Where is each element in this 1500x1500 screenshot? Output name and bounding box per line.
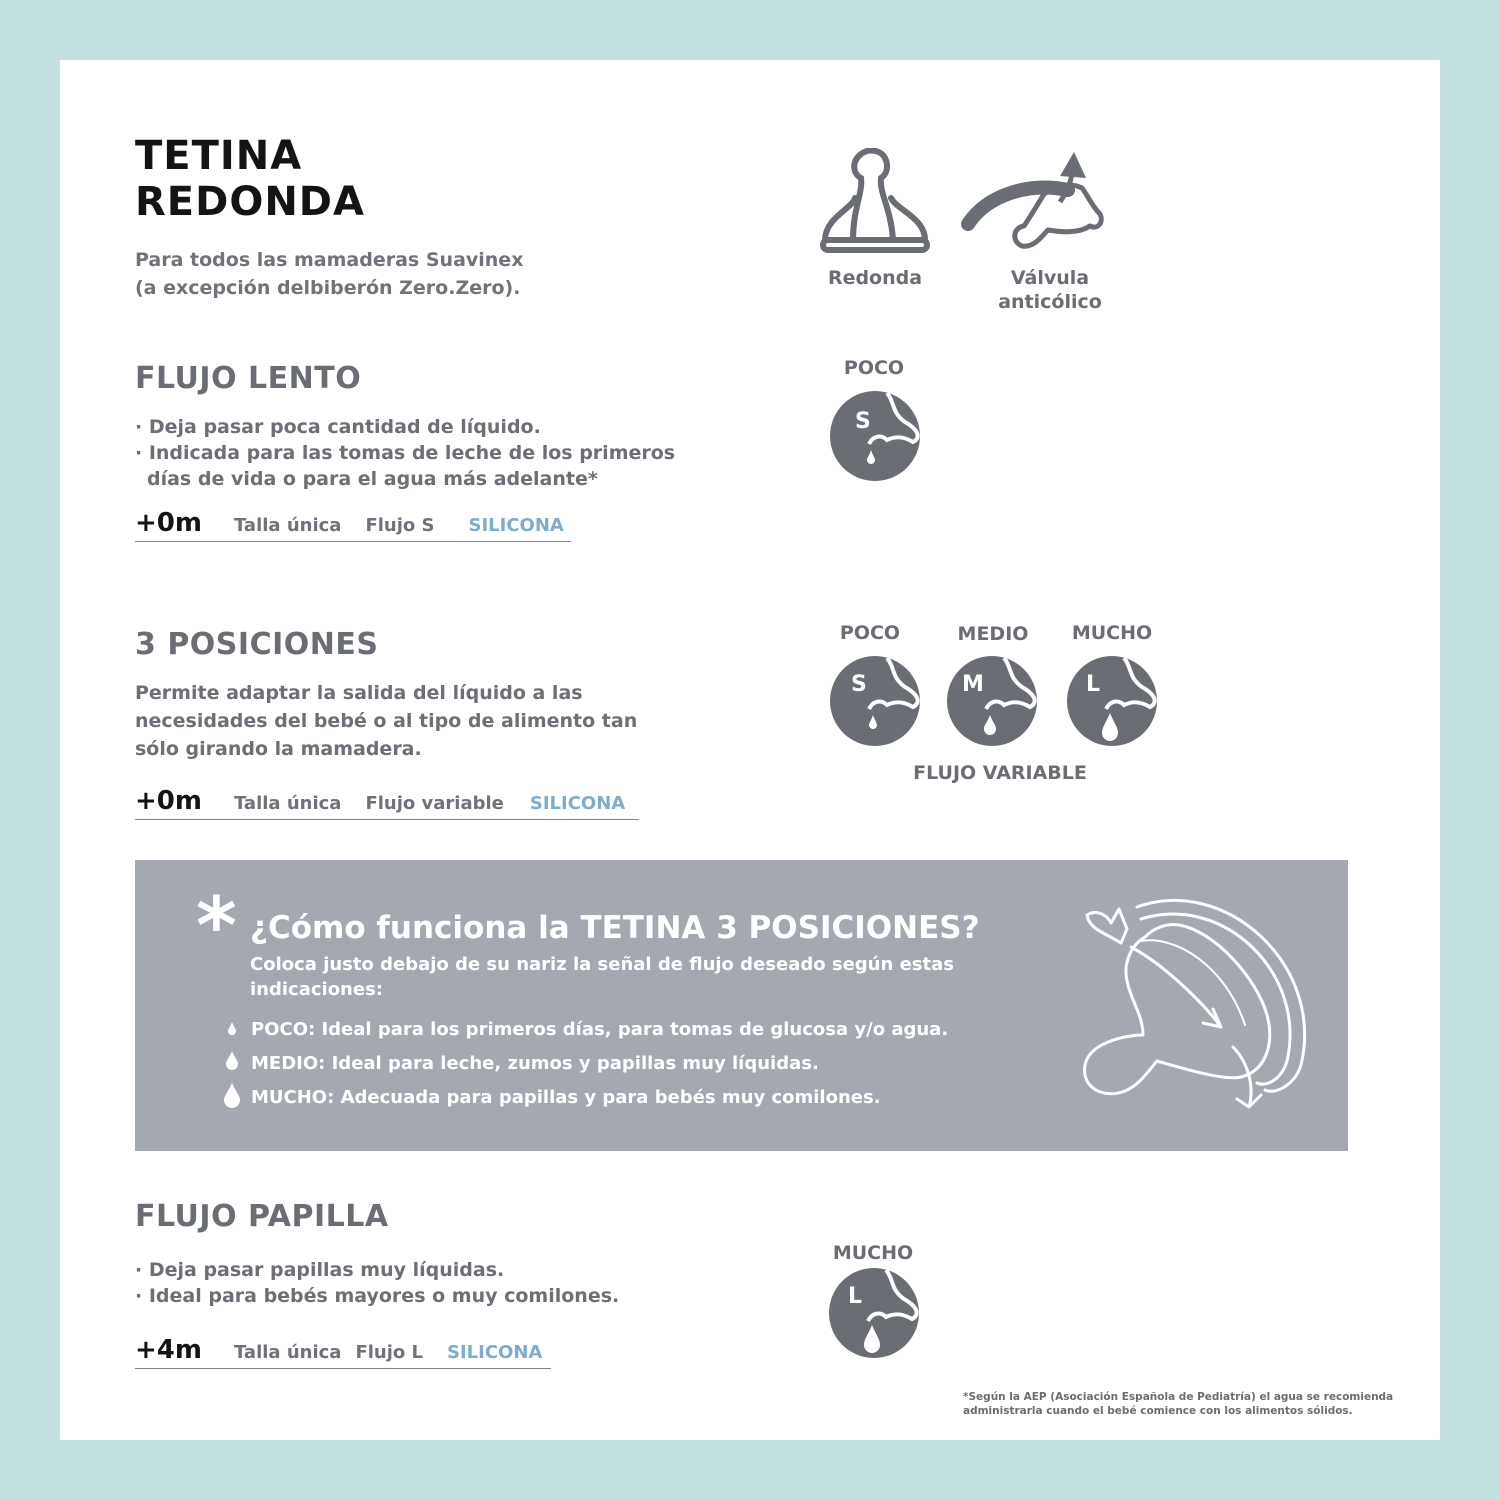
footnote <box>963 1390 1393 1418</box>
age-label: +0m <box>135 508 202 538</box>
round-nipple-icon <box>815 148 935 263</box>
page-title <box>135 133 365 225</box>
flow-letter: S <box>851 672 867 697</box>
flow-label: Flujo variable <box>365 793 504 814</box>
flow-letter: M <box>962 672 984 697</box>
flujo-papilla-bullet-2: · Ideal para bebés mayores o muy comilones. <box>135 1285 620 1307</box>
size-label: Talla única <box>233 515 342 536</box>
intro-line-1: Para todos las mamaderas Suavinex <box>135 249 524 271</box>
flujo-variable-caption: FLUJO VARIABLE <box>913 762 1087 784</box>
round-nipple-label: Redonda <box>827 267 923 289</box>
3-posiciones-description <box>135 679 637 763</box>
flow-letter: S <box>855 409 871 434</box>
info-box-title: ¿Cómo funciona la TETINA 3 POSICIONES? <box>250 910 980 946</box>
info-item-medio: MEDIO: Ideal para leche, zumos y papillas muy líquidas. <box>251 1053 819 1074</box>
medio-label: MEDIO <box>957 623 1029 645</box>
flujo-papilla-bullet-1: · Deja pasar papillas muy líquidas. <box>135 1259 505 1281</box>
flow-l-circle-icon <box>828 1267 920 1359</box>
mucho-label: MUCHO <box>1071 622 1153 644</box>
flow-letter: L <box>1086 672 1101 697</box>
section-heading-flujo-lento: FLUJO LENTO <box>135 361 362 396</box>
size-label: Talla única <box>233 793 342 814</box>
3-posiciones-line-3: sólo girando la mamadera. <box>135 738 422 760</box>
material-label: SILICONA <box>529 793 626 814</box>
3-posiciones-line-2: necesidades del bebé o al tipo de alimento tan <box>135 710 638 732</box>
size-label: Talla única <box>233 1342 342 1363</box>
age-label: +4m <box>135 1335 202 1365</box>
age-label: +0m <box>135 786 202 816</box>
medium-drop-icon <box>224 1050 240 1072</box>
asterisk-icon: * <box>196 882 237 972</box>
flow-icon-s <box>829 655 921 751</box>
anticolic-valve-icon <box>960 146 1110 261</box>
title-line-2: REDONDA <box>135 179 365 225</box>
material-label: SILICONA <box>447 1342 543 1363</box>
flujo-papilla-description <box>135 1257 619 1309</box>
section-heading-flujo-papilla: FLUJO PAPILLA <box>135 1199 389 1234</box>
intro-text <box>135 246 523 302</box>
flujo-lento-description <box>135 414 675 492</box>
flow-m-circle-icon <box>946 655 1038 747</box>
large-drop-icon <box>222 1082 242 1110</box>
title-line-1: TETINA <box>135 133 303 179</box>
flow-icon-m <box>946 655 1038 751</box>
flow-l-circle-icon <box>1066 655 1158 747</box>
footnote-line-1: *Según la AEP (Asociación Española de Pediatría) el agua se recomienda <box>963 1391 1394 1403</box>
flujo-lento-bullet-2: · Indicada para las tomas de leche de los primeros <box>135 442 676 464</box>
footnote-line-2: administrarla cuando el bebé comience con los alimentos sólidos. <box>963 1405 1353 1417</box>
section-heading-3-posiciones: 3 POSICIONES <box>135 627 379 662</box>
info-box-subtitle-line-2: indicaciones: <box>250 979 383 1000</box>
poco-label: POCO <box>843 357 905 379</box>
info-box-subtitle <box>250 952 954 1002</box>
flow-s-circle-icon <box>829 655 921 747</box>
info-item-mucho: MUCHO: Adecuada para papillas y para bebés muy comilones. <box>251 1087 881 1108</box>
flujo-lento-bullet-2b: días de vida o para el agua más adelante* <box>147 468 598 490</box>
info-item-poco: POCO: Ideal para los primeros días, para tomas de glucosa y/o agua. <box>251 1019 949 1040</box>
valve-label-line-2: anticólico <box>998 291 1102 313</box>
rotating-nipple-illustration-icon <box>1075 885 1315 1125</box>
flow-label: Flujo S <box>365 515 435 536</box>
valve-label-line-1: Válvula <box>1010 267 1090 289</box>
mucho-label: MUCHO <box>832 1242 914 1264</box>
flow-s-circle-icon <box>829 390 921 482</box>
flujo-lento-bullet-1: · Deja pasar poca cantidad de líquido. <box>135 416 541 438</box>
info-box-subtitle-line-1: Coloca justo debajo de su nariz la señal de flujo deseado según estas <box>250 954 954 975</box>
flujo-lento-spec-line <box>135 499 571 542</box>
material-label: SILICONA <box>468 515 564 536</box>
flow-letter: L <box>848 1284 863 1309</box>
flow-icon-l <box>828 1267 920 1363</box>
flow-icon-s <box>829 390 921 486</box>
small-drop-icon <box>226 1020 238 1036</box>
flow-icon-l <box>1066 655 1158 751</box>
intro-line-2: (a excepción delbiberón Zero.Zero). <box>135 277 521 299</box>
valve-label <box>985 266 1115 314</box>
3-posiciones-line-1: Permite adaptar la salida del líquido a las <box>135 682 583 704</box>
poco-label: POCO <box>839 622 901 644</box>
3-posiciones-spec-line <box>135 777 639 820</box>
flow-label: Flujo L <box>355 1342 424 1363</box>
flujo-papilla-spec-line <box>135 1326 551 1369</box>
